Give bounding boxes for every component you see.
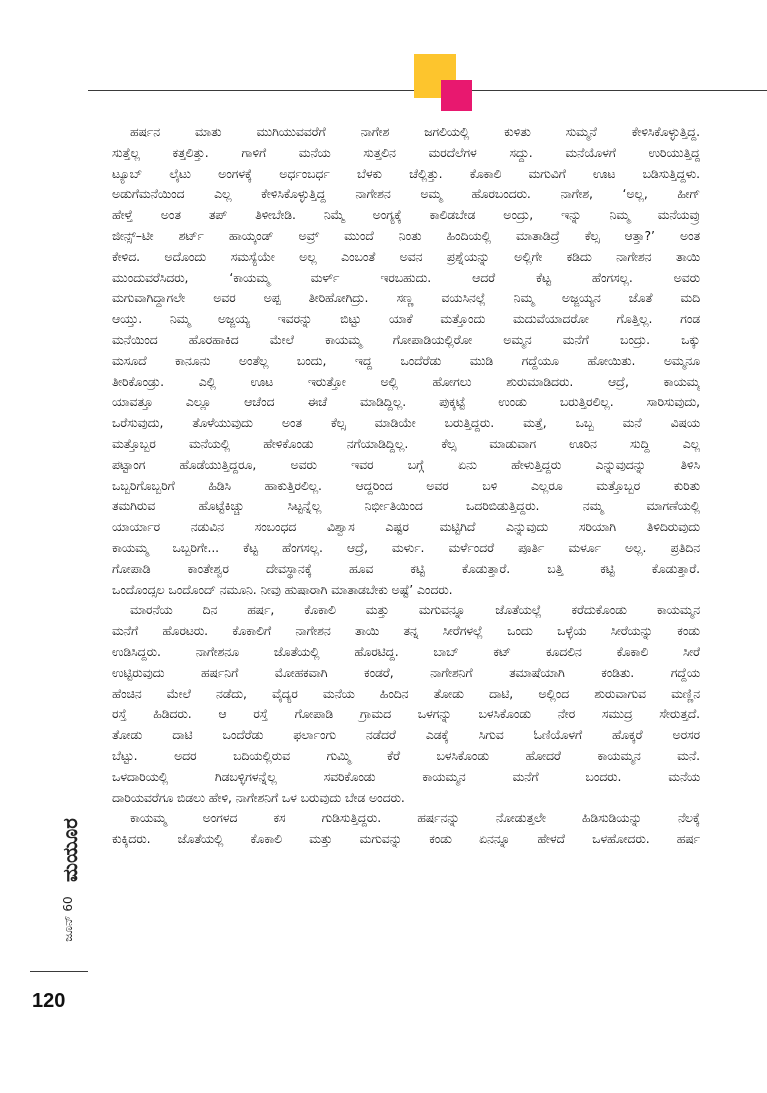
decorative-pink-square (441, 80, 472, 111)
text-line: ಮಾರನೆಯ ದಿನ ಹರ್ಷ, ಕೊಕಾಲಿ ಮತ್ತು ಮಗುವನ್ನೂ ಜೊತೆಯಲ್ಲೆ ಕರೆದುಕೊಂಡು ಕಾಯಮ್ಮನ (130, 602, 700, 618)
text-line: ಒಬ್ಬರಿಗೊಬ್ಬರಿಗೆ ಹಿಡಿಸಿ ಹಾಕುತ್ತಿರಲಿಲ್ಲ. ಆದ್ದರಿಂದ ಅವರ ಬಳಿ ಎಲ್ಲರೂ ಮತ್ತೊಬ್ಬರ ಕುರಿತು (112, 477, 700, 493)
text-line: ಒಳದಾರಿಯಲ್ಲಿ ಗಿಡಬಳ್ಳಿಗಳನ್ನೆಲ್ಲ ಸವರಿಕೊಂಡು ಕಾಯಮ್ಮನ ಮನೆಗೆ ಬಂದರು. ಮನೆಯ (112, 768, 700, 784)
text-line: ಯಾವತ್ತೂ ಎಲ್ಲೂ ಆಚೆಂದ ಈಚೆ ಮಾಡಿದ್ದಿಲ್ಲ. ಪುಕ್ಕಟ್ಟೆ ಉಂಡು ಬರುತ್ತಿರಲಿಲ್ಲ. ಸಾರಿಸುವುದು, (112, 394, 700, 410)
text-line: ತಮಗಿರುವ ಹೊಟ್ಟೆಕಿಚ್ಚು ಸಿಟ್ಟನ್ನೆಲ್ಲ ನಿರ್ಭೀತಿಯಿಂದ ಒದರಿಬಿಡುತ್ತಿದ್ದರು. ನಮ್ಮ ಮಾಗಣೆಯಲ್ಲಿ (112, 498, 700, 514)
text-line: ಮತ್ತೊಬ್ಬರ ಮನೆಯಲ್ಲಿ ಹೇಳಿಕೊಂಡು ನಗೆಯಾಡಿದ್ದಿಲ್ಲ. ಕೆಲ್ಸ ಮಾಡುವಾಗ ಊರಿನ ಸುದ್ದಿ ಎಲ್ಲ (112, 435, 700, 451)
text-line: ಜೀನ್ಸ್–ಟೀ ಶರ್ಟ್ ಹಾಯ್ಕಂಡ್ ಅವ್ರ್ ಮುಂದೆ ನಿಂತು ಹಿಂದಿಯಲ್ಲಿ ಮಾತಾಡಿದ್ರೆ ಕೆಲ್ಸ ಆತ್ತಾ?’ ಅಂತ (112, 227, 700, 243)
text-line: ಕೇಳಿದ. ಅದೊಂದು ಸಮಸ್ಯೆಯೇ ಅಲ್ಲ ಎಂಬಂತೆ ಅವನ ಪ್ರಶ್ನೆಯನ್ನು ಅಲ್ಲಿಗೇ ಕಡಿದು ನಾಗೇಶನ ತಾಯಿ (112, 248, 700, 264)
text-line: ರಸ್ತೆ ಹಿಡಿದರು. ಆ ರಸ್ತೆ ಗೋಪಾಡಿ ಗ್ರಾಮದ ಒಳಗನ್ನು ಬಳಸಿಕೊಂಡು ನೇರ ಸಮುದ್ರ ಸೇರುತ್ತದೆ. (112, 706, 700, 722)
text-line: ಹರ್ಷನ ಮಾತು ಮುಗಿಯುವವರೆಗೆ ನಾಗೇಶ ಜಗಲಿಯಲ್ಲಿ ಕುಳಿತು ಸುಮ್ಮನೆ ಕೇಳಿಸಿಕೊಳ್ಳುತ್ತಿದ್ದ. (130, 124, 700, 139)
issue-month: ಜೂನ್ 60 (61, 896, 75, 942)
text-line: ಕುಕ್ಕಿದರು. ಜೊತೆಯಲ್ಲಿ ಕೊಕಾಲಿ ಮತ್ತು ಮಗುವನ್ನು ಕಂಡು ಏನನ್ನೂ ಹೇಳದೆ ಒಳಹೋದರು. ಹರ್ಷ (112, 831, 700, 847)
text-line: ಹೆಂಚಿನ ಮೇಲೆ ನಡೆದು, ವೈದ್ಯರ ಮನೆಯ ಹಿಂದಿನ ತೋಡು ದಾಟಿ, ಅಲ್ಲಿಂದ ಶುರುವಾಗುವ ಮಣ್ಣಿನ (112, 685, 700, 701)
text-line: ಟ್ಯೂಬ್ ಲೈಟು ಅಂಗಳಕ್ಕೆ ಅರ್ಧಂಬರ್ಧ ಬೆಳಕು ಚೆಲ್ಲಿತ್ತು. ಕೊಕಾಲಿ ಮಗುವಿಗೆ ಊಟ ಬಡಿಸುತ್ತಿದ್ದಳು. (112, 165, 700, 181)
text-line: ಆಯ್ತು. ನಿಮ್ಮ ಅಜ್ಜಯ್ಯ ಇವರನ್ನು ಬಿಟ್ಟು ಯಾಕೆ ಮತ್ತೊಂದು ಮದುವೆಯಾದರೋ ಗೊತ್ತಿಲ್ಲ. ಗಂಡ (112, 311, 700, 327)
paragraph (112, 808, 700, 850)
text-line: ಉಟ್ಟಿರುವುದು ಹರ್ಷನಿಗೆ ಮೋಹಕವಾಗಿ ಕಂಡರೆ, ನಾಗೇಶನಿಗೆ ತಮಾಷೆಯಾಗಿ ಕಂಡಿತು. ಗದ್ದೆಯ (112, 664, 700, 680)
text-line: ಮಸೂದೆ ಕಾನೂನು ಅಂತೆಲ್ಲ ಬಂದು, ಇದ್ದ ಒಂದೆರೆಡು ಮುಡಿ ಗದ್ದೆಯೂ ಹೋಯಿತು. ಅಮ್ಮನೂ (112, 352, 700, 368)
text-line: ತೀರಿಕೊಂಡ್ರು. ಎಲ್ಲಿ ಊಟ ಇರುತ್ತೋ ಅಲ್ಲಿ ಹೋಗಲು ಶುರುಮಾಡಿದರು. ಆದ್ರೆ, ಕಾಯಮ್ಮ (112, 373, 700, 389)
text-line: ಗೋಪಾಡಿ ಕಾಂತೇಶ್ವರ ದೇವಸ್ಥಾನಕ್ಕೆ ಹೂವ ಕಟ್ಟಿ ಕೊಡುತ್ತಾರೆ. ಬತ್ತಿ ಕಟ್ಟಿ ಕೊಡುತ್ತಾರೆ. (112, 560, 700, 576)
article-body (112, 122, 700, 850)
magazine-name: ಮಯೂರ (58, 818, 82, 882)
text-line: ಮುಂದುವರೆಸಿದರು, ‘ಕಾಯಮ್ಮ ಮರ್ಳ್ ಇರಬಹುದು. ಆದರೆ ಕೆಟ್ಟ ಹೆಂಗಸಲ್ಲ. ಅವರು (112, 269, 700, 285)
text-line: ತೋಡು ದಾಟಿ ಒಂದೆರೆಡು ಫರ್ಲಾಂಗು ನಡೆದರೆ ಎಡಕ್ಕೆ ಸಿಗುವ ಓಣಿಯೊಳಗೆ ಹೊಕ್ಕರೆ ಅರಸರ (112, 727, 700, 743)
text-line: ಸುತ್ತೆಲ್ಲ ಕತ್ತಲಿತ್ತು. ಗಾಳಿಗೆ ಮನೆಯ ಸುತ್ತಲಿನ ಮರದೆಲೆಗಳ ಸದ್ದು. ಮನೆಯೊಳಗೆ ಉರಿಯುತ್ತಿದ್ದ (112, 144, 700, 160)
paragraph (112, 122, 700, 600)
text-line: ಬೆಟ್ಟು. ಅದರ ಬದಿಯಲ್ಲಿರುವ ಗುಮ್ಮಿ ಕೆರೆ ಬಳಸಿಕೊಂಡು ಹೋದರೆ ಕಾಯಮ್ಮನ ಮನೆ. (112, 747, 700, 763)
text-line: ದಾರಿಯವರೆಗೂ ಬಿಡಲು ಹೇಳಿ, ನಾಗೇಶನಿಗೆ ಒಳ ಬರುವುದು ಬೇಡ ಅಂದರು. (112, 789, 405, 805)
text-line: ಯಾರ್ಯಾರ ನಡುವಿನ ಸಂಬಂಧದ ವಿಶ್ವಾಸ ಎಷ್ಟರ ಮಟ್ಟಿಗಿದೆ ಎನ್ನುವುದು ಸರಿಯಾಗಿ ತಿಳಿದಿರುವುದು (112, 519, 700, 535)
paragraph (112, 600, 700, 808)
footer-rule (30, 971, 88, 972)
text-line: ಹೇಳ್ತೆ ಅಂತ ತಪ್ ತಿಳೀಬೇಡಿ. ನಿಮ್ಮೆ ಅಂಗ್ಯಕ್ಕೆ ಕಾಲಿಡಬೇಡ ಅಂದ್ರು, ಇನ್ನು ನಿಮ್ಮ ಮನೆಯವ್ರು (112, 207, 700, 223)
text-line: ಮನೆಗೆ ಹೊರಟರು. ಕೊಕಾಲಿಗೆ ನಾಗೇಶನ ತಾಯಿ ತನ್ನ ಸೀರೆಗಳಲ್ಲೆ ಒಂದು ಒಳ್ಳೆಯ ಸೀರೆಯನ್ನು ಕಂಡು (112, 623, 700, 639)
text-line: ಮನೆಯಿಂದ ಹೊರಹಾಕಿದ ಮೇಲೆ ಕಾಯಮ್ಮ ಗೋಪಾಡಿಯಲ್ಲಿರೋ ಅಮ್ಮನ ಮನೆಗೆ ಬಂದ್ರು. ಒಕ್ಕು (112, 331, 700, 347)
text-line: ಕಾಯಮ್ಮ ಅಂಗಳದ ಕಸ ಗುಡಿಸುತ್ತಿದ್ದರು. ಹರ್ಷನನ್ನು ನೋಡುತ್ತಲೇ ಹಿಡಿಸುಡಿಯನ್ನು ನೆಲಕ್ಕೆ (130, 810, 700, 826)
text-line: ಉಡಿಸಿದ್ದರು. ನಾಗೇಶನೂ ಜೊತೆಯಲ್ಲಿ ಹೊರಟಿದ್ದ. ಬಾಬ್ ಕಟ್ ಕೂದಲಿನ ಕೊಕಾಲಿ ಸೀರೆ (112, 643, 700, 659)
text-line: ಒರೆಸುವುದು, ತೊಳೆಯುವುದು ಅಂತ ಕೆಲ್ಸ ಮಾಡಿಯೇ ಬರುತ್ತಿದ್ದರು. ಮತ್ತೆ, ಒಬ್ಬ ಮನೆ ವಿಷಯ (112, 415, 700, 431)
text-line: ಮಗುವಾಗಿದ್ದಾಗಲೇ ಅವರ ಅಪ್ಪ ತೀರಿಹೋಗಿದ್ರು. ಸಣ್ಣ ವಯಸಿನಲ್ಲೆ ನಿಮ್ಮ ಅಜ್ಜಯ್ಯನ ಜೊತೆ ಮದಿ (112, 290, 700, 306)
page-number: 120 (32, 990, 66, 1012)
text-line: ಕಾಯಮ್ಮ ಒಬ್ಬರಿಗೇ... ಕೆಟ್ಟ ಹೆಂಗಸಲ್ಲ. ಆದ್ರೆ, ಮರ್ಳು. ಮರ್ಳೆಂದರೆ ಪೂರ್ತಿ ಮರ್ಳೂ ಅಲ್ಲ. ಪ್ರತಿದಿನ (112, 539, 700, 555)
text-line: ಒಂದೊಂದ್ಸಲ ಒಂದೊಂದ್ ನಮೂನಿ. ನೀವು ಹುಷಾರಾಗಿ ಮಾತಾಡಬೇಕು ಅಷ್ಟೆ’ ಎಂದರು. (112, 581, 453, 597)
text-line: ಅಡುಗೆಮನೆಯಿಂದ ಎಲ್ಲ ಕೇಳಿಸಿಕೊಳ್ಳುತ್ತಿದ್ದ ನಾಗೇಶನ ಅಮ್ಮ ಹೊರಬಂದರು. ನಾಗೇಶ, ‘ಅಲ್ಲ, ಹೀಗ್ (112, 186, 700, 202)
text-line: ಪಟ್ಟಾಂಗ ಹೊಡೆಯುತ್ತಿದ್ದರೂ, ಅವರು ಇವರ ಬಗ್ಗೆ ಏನು ಹೇಳುತ್ತಿದ್ದರು ಎನ್ನುವುದನ್ನು ತಿಳಿಸಿ (112, 456, 700, 472)
